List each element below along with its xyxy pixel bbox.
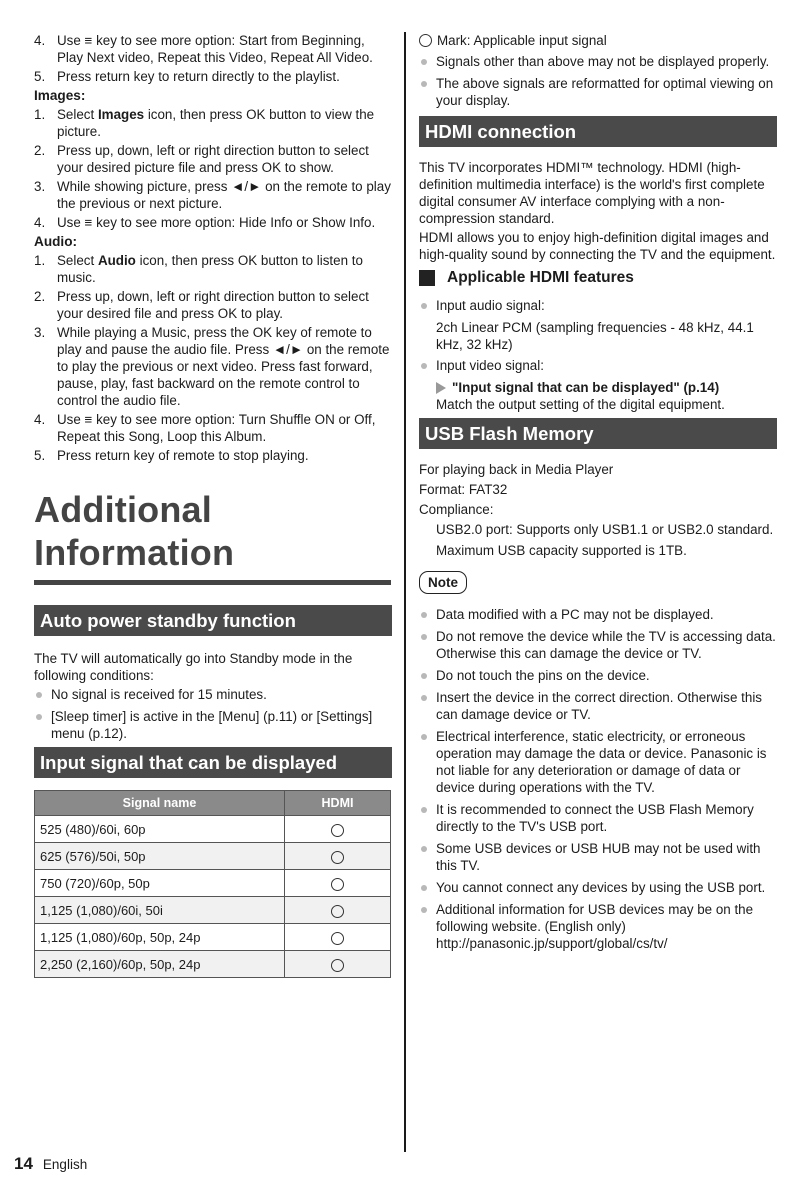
bullet-icon: [421, 734, 427, 740]
bullet-icon: [421, 885, 427, 891]
list-item: 1. Select Images icon, then press OK button to view the picture.: [34, 107, 375, 139]
bullet-icon: [421, 673, 427, 679]
footer-language: English: [42, 1157, 88, 1172]
circle-mark-icon: [331, 959, 344, 972]
bullet-item: Additional information for USB devices may be on the following website. (English only) http://panasonic.jp/support/global/cs/tv/: [419, 901, 777, 952]
bullet-item: Data modified with a PC may not be displayed.: [419, 606, 777, 623]
signal-table: [34, 790, 391, 978]
bullet-icon: [36, 692, 42, 698]
video-list: [34, 32, 392, 85]
hdmi-features-heading: Applicable HDMI features: [419, 269, 777, 287]
list-item: 2. Press up, down, left or right direction button to select your desired file and press OK to play.: [34, 289, 369, 321]
audio-list: [34, 252, 392, 464]
bullet-icon: [421, 907, 427, 913]
col-hdmi: HDMI: [285, 791, 391, 816]
usb-heading: USB Flash Memory: [419, 418, 777, 449]
list-item: 4. Use ≡ key to see more option: Hide Info or Show Info.: [34, 215, 376, 230]
bullet-item: Do not touch the pins on the device.: [419, 667, 777, 684]
hdmi-para-2: HDMI allows you to enjoy high-definition digital images and high-quality sound by connecting the TV and the equipment.: [419, 230, 776, 262]
usb-notes: [419, 606, 777, 952]
audio-signal-value: 2ch Linear PCM (sampling frequencies - 48 kHz, 44.1 kHz, 32 kHz): [436, 320, 754, 352]
col-signal-name: Signal name: [35, 791, 285, 816]
circle-mark-icon: [331, 878, 344, 891]
input-signal-heading: Input signal that can be displayed: [34, 747, 392, 778]
list-item: 4. Use ≡ key to see more option: Turn Shuffle ON or Off, Repeat this Song, Loop this Album.: [34, 412, 376, 444]
usb-line: For playing back in Media Player: [419, 462, 614, 477]
table-row: 1,125 (1,080)/60p, 50p, 24p: [35, 924, 391, 951]
video-signal-note: Match the output setting of the digital equipment.: [436, 397, 725, 412]
video-signal-reference[interactable]: "Input signal that can be displayed" (p.14): [419, 379, 777, 396]
mark-legend: Mark: Applicable input signal: [419, 32, 777, 49]
bullet-item: Electrical interference, static electricity, or erroneous operation may damage the data or device. Panasonic is not liable for any deterioration or damage of data or device during operations with the TV.: [419, 728, 777, 796]
images-heading: Images:: [34, 88, 86, 103]
auto-power-heading: Auto power standby function: [34, 605, 392, 636]
bullet-item: Signals other than above may not be displayed properly.: [419, 53, 777, 70]
list-item: 3. While showing picture, press ◄/► on the remote to play the previous or next picture.: [34, 179, 391, 211]
table-row: 525 (480)/60i, 60p: [35, 816, 391, 843]
title-rule: [34, 580, 391, 585]
circle-mark-icon: [419, 34, 432, 47]
bullet-icon: [36, 714, 42, 720]
hdmi-para-1: This TV incorporates HDMI™ technology. HDMI (high-definition multimedia interface) is the world's first complete digital consumer AV interface complying with a non-compression standard.: [419, 160, 765, 226]
bullet-item: The above signals are reformatted for optimal viewing on your display.: [419, 75, 777, 109]
arrow-right-icon: [436, 382, 446, 394]
bullet-icon: [421, 303, 427, 309]
list-item: 3. While playing a Music, press the OK key of remote to play and pause the audio file. Press ◄/► on the remote to play the previous or next video. Press fast forward, pause, play, fast backward on the remote control to control the audio file.: [34, 325, 390, 408]
bullet-icon: [421, 846, 427, 852]
bullet-item: Do not remove the device while the TV is accessing data. Otherwise this can damage the device or TV.: [419, 628, 777, 662]
list-item: 5. Press return key of remote to stop playing.: [34, 448, 309, 463]
images-list: [34, 106, 392, 231]
hdmi-heading: HDMI connection: [419, 116, 777, 147]
note-badge: Note: [419, 571, 467, 594]
usb-line: Maximum USB capacity supported is 1TB.: [436, 543, 687, 558]
table-row: 750 (720)/60p, 50p: [35, 870, 391, 897]
page-footer: [14, 1154, 87, 1174]
right-column: [419, 32, 777, 957]
bullet-icon: [421, 81, 427, 87]
table-row: 625 (576)/50i, 50p: [35, 843, 391, 870]
left-column: [34, 32, 392, 978]
usb-line: Compliance:: [419, 502, 494, 517]
bullet-item: Some USB devices or USB HUB may not be used with this TV.: [419, 840, 777, 874]
list-item: 4. Use ≡ key to see more option: Start from Beginning, Play Next video, Repeat this Video, Repeat All Video.: [34, 33, 373, 65]
table-header-row: [35, 791, 391, 816]
bullet-icon: [421, 807, 427, 813]
auto-power-intro: The TV will automatically go into Standby mode in the following conditions:: [34, 651, 353, 683]
bullet-icon: [421, 59, 427, 65]
column-divider: [404, 32, 406, 1152]
bullet-item: Insert the device in the correct direction. Otherwise this can damage device or TV.: [419, 689, 777, 723]
table-row: 1,125 (1,080)/60i, 50i: [35, 897, 391, 924]
circle-mark-icon: [331, 851, 344, 864]
table-row: 2,250 (2,160)/60p, 50p, 24p: [35, 951, 391, 978]
bullet-item: Input audio signal:: [419, 297, 777, 314]
list-item: 2. Press up, down, left or right direction button to select your desired picture file and press OK to show.: [34, 143, 369, 175]
circle-mark-icon: [331, 905, 344, 918]
square-marker-icon: [419, 270, 435, 286]
bullet-item: Input video signal:: [419, 357, 777, 374]
section-title: Additional Information: [34, 489, 235, 573]
bullet-item: It is recommended to connect the USB Flash Memory directly to the TV's USB port.: [419, 801, 777, 835]
bullet-item: [Sleep timer] is active in the [Menu] (p.11) or [Settings] menu (p.12).: [34, 708, 392, 742]
circle-mark-icon: [331, 932, 344, 945]
list-item: 5. Press return key to return directly to the playlist.: [34, 69, 340, 84]
bullet-item: You cannot connect any devices by using the USB port.: [419, 879, 777, 896]
circle-mark-icon: [331, 824, 344, 837]
audio-heading: Audio:: [34, 234, 78, 249]
usb-line: Format: FAT32: [419, 482, 508, 497]
bullet-icon: [421, 363, 427, 369]
list-item: 1. Select Audio icon, then press OK button to listen to music.: [34, 253, 363, 285]
bullet-icon: [421, 612, 427, 618]
usb-line: USB2.0 port: Supports only USB1.1 or USB2.0 standard.: [436, 522, 774, 537]
bullet-item: No signal is received for 15 minutes.: [34, 686, 392, 703]
bullet-icon: [421, 695, 427, 701]
page-number: 14: [14, 1154, 33, 1173]
bullet-icon: [421, 634, 427, 640]
